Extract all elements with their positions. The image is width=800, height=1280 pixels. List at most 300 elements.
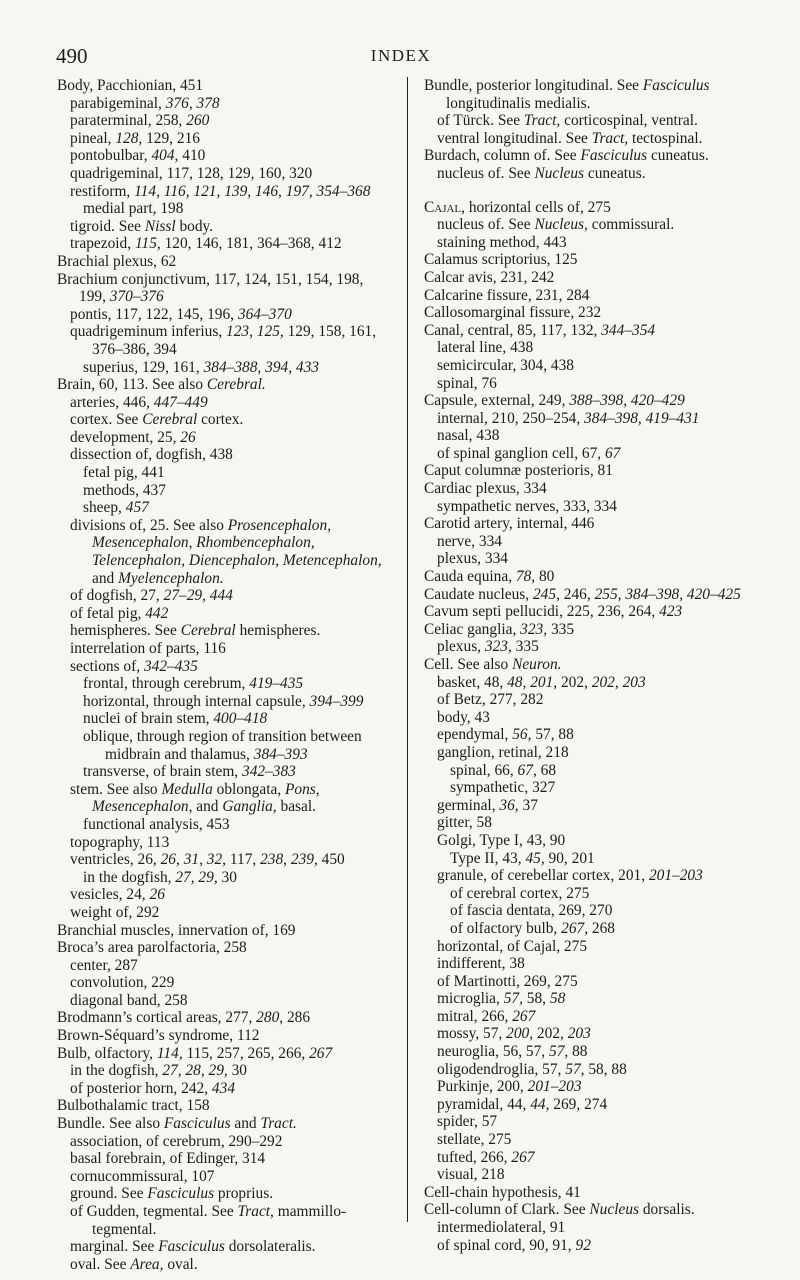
index-entry bbox=[424, 1131, 759, 1149]
index-entry bbox=[424, 112, 759, 130]
entry-text: transverse, of brain stem, bbox=[83, 763, 242, 781]
entry-tail: 450 bbox=[317, 851, 345, 869]
entry-tail: 58, 88 bbox=[584, 1060, 627, 1078]
entry-text: Caput columnæ posterioris, 81 bbox=[424, 462, 613, 480]
entry-text: horizontal, through internal capsule, bbox=[83, 692, 310, 710]
index-entry bbox=[424, 462, 759, 480]
entry-italic: Fasciculus bbox=[158, 1238, 225, 1256]
index-entry bbox=[424, 1008, 759, 1026]
entry-tail: oval. bbox=[163, 1255, 198, 1273]
index-entry bbox=[57, 922, 393, 940]
entry-text: oblique, through region of transition between midbrain and thalamus, bbox=[83, 727, 362, 763]
index-entry bbox=[424, 586, 759, 604]
index-entry bbox=[57, 411, 393, 429]
entry-text: hemispheres. See bbox=[70, 622, 181, 640]
entry-tail: 335 bbox=[511, 638, 539, 656]
entry-italic: Pons, Mesencephalon, bbox=[92, 780, 320, 816]
index-entry bbox=[57, 482, 393, 500]
entry-text: of spinal cord, 90, 91, bbox=[437, 1236, 576, 1254]
entry-text: of fascia dentata, 269, 270 bbox=[450, 902, 613, 920]
index-entry bbox=[424, 1237, 759, 1255]
index-entry bbox=[424, 814, 759, 832]
entry-tail: 335 bbox=[547, 620, 575, 638]
entry-text: Calcarine fissure, 231, 284 bbox=[424, 286, 590, 304]
entry-text: mossy, 57, bbox=[437, 1025, 507, 1043]
index-entry bbox=[57, 253, 393, 271]
entry-italic: 57, bbox=[503, 990, 523, 1008]
index-entry bbox=[424, 1201, 759, 1219]
index-entry bbox=[57, 869, 393, 887]
index-entry bbox=[57, 1185, 393, 1203]
entry-tail: basal. bbox=[276, 798, 316, 816]
entry-italic: Tract, bbox=[591, 129, 629, 147]
section-gap bbox=[424, 183, 759, 199]
page-number: 490 bbox=[56, 44, 88, 68]
entry-tail: 116, 121, 139, 146, 197, 354–368 bbox=[159, 182, 371, 200]
entry-italic: 57, bbox=[565, 1060, 585, 1078]
entry-tail: and bbox=[230, 1115, 261, 1133]
entry-italic: 388–398, 420–429 bbox=[569, 392, 685, 410]
index-entry bbox=[424, 1025, 759, 1043]
index-entry bbox=[424, 130, 759, 148]
entry-italic: Medulla bbox=[161, 780, 213, 798]
entry-italic: 67, bbox=[517, 761, 537, 779]
entry-tail: mammillo-tegmental. bbox=[92, 1203, 347, 1238]
page-title: INDEX bbox=[370, 46, 432, 65]
entry-text: of Martinotti, 269, 275 bbox=[437, 972, 578, 990]
index-entry bbox=[57, 1027, 393, 1045]
entry-text: Bundle, posterior longitudinal. See bbox=[424, 77, 643, 94]
entry-italic: Fasciculus bbox=[580, 147, 648, 165]
entry-italic: 45, bbox=[525, 849, 545, 867]
entry-text: nucleus of. See bbox=[437, 216, 535, 234]
entry-text: in the dogfish, bbox=[70, 1062, 163, 1080]
index-entry bbox=[424, 1113, 759, 1131]
index-entry bbox=[424, 427, 759, 445]
entry-text: diagonal band, 258 bbox=[70, 991, 188, 1009]
entry-italic: 202, 203 bbox=[591, 673, 646, 691]
entry-text: pontobulbar, bbox=[70, 147, 152, 165]
entry-italic: 26, 31, 32, bbox=[160, 851, 227, 869]
entry-text: tufted, 266, bbox=[437, 1148, 512, 1166]
entry-tail: 120, 146, 181, 364–368, 412 bbox=[160, 235, 342, 253]
entry-text: Burdach, column of. See bbox=[424, 147, 581, 165]
entry-tail: 202, bbox=[557, 673, 592, 691]
index-entry bbox=[57, 464, 393, 482]
index-entry bbox=[57, 1115, 393, 1133]
entry-text: ependymal, bbox=[437, 726, 513, 744]
entry-italic: 442 bbox=[145, 604, 169, 622]
page-header bbox=[56, 44, 746, 74]
entry-text: horizontal, of Cajal, 275 bbox=[437, 937, 588, 955]
index-entry bbox=[57, 200, 393, 218]
entry-text: nucleus of. See bbox=[437, 164, 535, 182]
index-entry bbox=[57, 112, 393, 130]
entry-text: pontis, 117, 122, 145, 196, bbox=[70, 305, 238, 323]
entry-text: nerve, 334 bbox=[437, 532, 502, 550]
entry-italic: Nucleus bbox=[589, 1201, 640, 1219]
entry-text: Callosomarginal fissure, 232 bbox=[424, 304, 602, 322]
entry-tail: 30 bbox=[227, 1062, 248, 1080]
index-entry bbox=[424, 304, 759, 322]
entry-italic: 115, bbox=[134, 235, 161, 253]
entry-italic: 44, bbox=[530, 1095, 550, 1113]
index-entry bbox=[57, 658, 393, 676]
index-entry bbox=[57, 710, 393, 728]
index-entry bbox=[57, 1080, 393, 1098]
entry-text: tigroid. See bbox=[70, 217, 145, 235]
entry-text: superius, 129, 161, bbox=[83, 358, 204, 376]
index-entry bbox=[424, 744, 759, 762]
entry-text: horizontal cells of, 275 bbox=[465, 198, 611, 216]
index-entry bbox=[424, 322, 759, 340]
entry-text: gitter, 58 bbox=[437, 814, 492, 832]
entry-italic: Cerebral bbox=[142, 411, 198, 429]
entry-tail: dorsalis. bbox=[639, 1201, 695, 1219]
entry-text: ganglion, retinal, 218 bbox=[437, 743, 569, 761]
entry-tail: cuneatus. bbox=[584, 164, 646, 182]
index-entry bbox=[424, 410, 759, 428]
index-entry bbox=[424, 445, 759, 463]
entry-text: pyramidal, 44, bbox=[437, 1095, 531, 1113]
index-entry bbox=[57, 1150, 393, 1168]
index-entry bbox=[424, 498, 759, 516]
entry-tail: body. bbox=[175, 217, 214, 235]
entry-text: parabigeminal, bbox=[70, 94, 166, 112]
entry-italic: 447–449 bbox=[153, 393, 208, 411]
entry-text: granule, of cerebellar cortex, 201, bbox=[437, 867, 649, 885]
entry-text: cornucommissural, 107 bbox=[70, 1167, 215, 1185]
entry-text: interrelation of parts, 116 bbox=[70, 640, 226, 657]
entry-text: spinal, 76 bbox=[437, 374, 497, 392]
index-entry bbox=[57, 1256, 393, 1274]
entry-text: Caudate nucleus, bbox=[424, 585, 533, 603]
column-divider bbox=[407, 77, 408, 1222]
entry-text: of Betz, 277, 282 bbox=[437, 691, 544, 709]
entry-text: Branchial muscles, innervation of, 169 bbox=[57, 921, 296, 939]
entry-text: medial part, 198 bbox=[83, 200, 184, 218]
entry-text: Brown-Séquard’s syndrome, 112 bbox=[57, 1027, 260, 1045]
entry-text: Canal, central, 85, 117, 132, bbox=[424, 321, 602, 339]
index-entry bbox=[424, 973, 759, 991]
entry-italic: 260 bbox=[186, 112, 210, 130]
entry-italic: 114, bbox=[134, 182, 160, 200]
entry-italic: 280, bbox=[256, 1009, 284, 1027]
entry-text: quadrigeminum inferius, bbox=[70, 323, 227, 341]
entry-italic: 344–354 bbox=[601, 321, 656, 339]
entry-italic: 26 bbox=[180, 428, 196, 446]
entry-text: Broca’s area parolfactoria, 258 bbox=[57, 939, 247, 957]
index-entry bbox=[424, 165, 759, 183]
entry-text: of fetal pig, bbox=[70, 604, 146, 622]
index-entry bbox=[57, 675, 393, 693]
index-entry bbox=[424, 533, 759, 551]
entry-tail: corticospinal, ventral. bbox=[560, 112, 698, 130]
index-entry bbox=[424, 339, 759, 357]
entry-text: nuclei of brain stem, bbox=[83, 710, 214, 728]
entry-italic: 384–388, 394, 433 bbox=[203, 358, 319, 376]
index-entry bbox=[57, 1062, 393, 1080]
entry-text: Cell. See also bbox=[424, 656, 513, 673]
index-entry bbox=[424, 287, 759, 305]
entry-tail: and bbox=[192, 798, 223, 816]
entry-text: plexus, bbox=[437, 638, 485, 656]
entry-italic: 364–370 bbox=[237, 305, 292, 323]
entry-italic: Ganglia, bbox=[222, 798, 277, 816]
entry-text: germinal, bbox=[437, 796, 500, 814]
entry-text: internal, 210, 250–254, bbox=[437, 409, 585, 427]
entry-italic: Area, bbox=[130, 1255, 164, 1273]
entry-text: semicircular, 304, 438 bbox=[437, 356, 575, 374]
index-entry bbox=[57, 1009, 393, 1027]
entry-italic: Cerebral bbox=[180, 622, 236, 640]
entry-tail: 80 bbox=[535, 568, 555, 586]
entry-text: nasal, 438 bbox=[437, 427, 500, 445]
entry-italic: 201–203 bbox=[648, 867, 703, 885]
entry-text: Cauda equina, bbox=[424, 568, 516, 586]
index-entry bbox=[424, 603, 759, 621]
index-entry bbox=[424, 269, 759, 287]
entry-tail: 410 bbox=[178, 147, 206, 165]
entry-italic: 370–376 bbox=[109, 288, 164, 306]
entry-tail: cuneatus. bbox=[647, 147, 709, 165]
entry-italic: 323, bbox=[484, 638, 512, 656]
index-entry bbox=[424, 762, 759, 780]
index-entry bbox=[424, 691, 759, 709]
entry-text: Bundle. See also bbox=[57, 1115, 164, 1133]
entry-italic: 67 bbox=[604, 444, 621, 462]
entry-text: Cell-chain hypothesis, 41 bbox=[424, 1183, 581, 1201]
entry-text: mitral, 266, bbox=[437, 1007, 513, 1025]
entry-italic: 384–398, 419–431 bbox=[584, 409, 700, 427]
index-entry bbox=[424, 251, 759, 269]
entry-text: indifferent, 38 bbox=[437, 955, 525, 973]
entry-italic: 58 bbox=[549, 990, 566, 1008]
entry-italic: 27–29, 444 bbox=[163, 587, 233, 605]
entry-text: divisions of, 25. See also bbox=[70, 516, 228, 534]
entry-text: functional analysis, 453 bbox=[83, 815, 230, 833]
entry-text: plexus, 334 bbox=[437, 550, 508, 568]
entry-tail: 37 bbox=[518, 796, 538, 814]
entry-text: topography, 113 bbox=[70, 833, 170, 851]
entry-italic: 203 bbox=[567, 1025, 591, 1043]
entry-text: oval. See bbox=[70, 1255, 131, 1273]
entry-text: arteries, 446, bbox=[70, 393, 154, 411]
entry-italic: 27, 28, 29, bbox=[162, 1062, 228, 1080]
index-entry bbox=[424, 938, 759, 956]
entry-text: microglia, bbox=[437, 990, 504, 1008]
entry-italic: 394–399 bbox=[309, 692, 364, 710]
entry-text: trapezoid, bbox=[70, 235, 135, 253]
index-entry bbox=[57, 781, 393, 816]
index-entry bbox=[57, 974, 393, 992]
entry-text: ventricles, 26, bbox=[70, 851, 161, 869]
entry-text: spinal, 66, bbox=[450, 761, 518, 779]
entry-italic: Tract, bbox=[237, 1203, 274, 1220]
entry-text: methods, 437 bbox=[83, 481, 166, 499]
index-entry bbox=[57, 851, 393, 869]
entry-italic: 400–418 bbox=[213, 710, 268, 728]
index-entry bbox=[57, 1203, 393, 1238]
entry-tail: tectospinal. bbox=[628, 129, 703, 147]
entry-text: Celiac ganglia, bbox=[424, 620, 521, 638]
index-entry bbox=[424, 656, 759, 674]
entry-tail: 115, 257, 265, 266, bbox=[182, 1044, 310, 1062]
entry-tail: oblongata, bbox=[212, 780, 286, 798]
entry-text: restiform, bbox=[70, 182, 135, 200]
entry-text: Brachium conjunctivum, 117, 124, 151, 154, 198, 199, bbox=[57, 270, 364, 306]
entry-text: sympathetic, 327 bbox=[450, 779, 556, 797]
index-entry bbox=[424, 550, 759, 568]
entry-italic: Fasciculus bbox=[163, 1115, 231, 1133]
index-entry bbox=[57, 640, 393, 658]
index-entry bbox=[57, 939, 393, 957]
index-entry bbox=[57, 605, 393, 623]
index-entry bbox=[424, 709, 759, 727]
entry-italic: 267, bbox=[561, 919, 589, 937]
index-entry bbox=[424, 375, 759, 393]
index-entry bbox=[57, 271, 393, 306]
entry-text: association, of cerebrum, 290–292 bbox=[70, 1132, 283, 1150]
index-entry bbox=[57, 394, 393, 412]
index-entry bbox=[57, 904, 393, 922]
entry-italic: 201–203 bbox=[527, 1078, 582, 1096]
index-entry bbox=[424, 779, 759, 797]
index-entry bbox=[424, 1166, 759, 1184]
entry-italic: Neuron. bbox=[512, 656, 562, 673]
entry-italic: 56, bbox=[512, 726, 532, 744]
index-entry bbox=[57, 130, 393, 148]
entry-text: of Gudden, tegmental. See bbox=[70, 1203, 238, 1220]
entry-text: development, 25, bbox=[70, 428, 181, 446]
entry-text: vesicles, 24, bbox=[70, 886, 150, 904]
entry-text: stellate, 275 bbox=[437, 1131, 512, 1149]
entry-text: sections of, bbox=[70, 657, 144, 675]
index-entry bbox=[57, 728, 393, 763]
entry-text: visual, 218 bbox=[437, 1166, 505, 1184]
entry-italic: 78, bbox=[515, 568, 536, 586]
entry-text: Brachial plexus, 62 bbox=[57, 252, 177, 270]
index-entry bbox=[57, 499, 393, 517]
index-entry bbox=[424, 1078, 759, 1096]
entry-text: stem. See also bbox=[70, 780, 162, 798]
index-entry bbox=[57, 95, 393, 113]
entry-text: spider, 57 bbox=[437, 1113, 498, 1131]
index-entry bbox=[424, 1061, 759, 1079]
entry-tail: and bbox=[92, 569, 119, 587]
index-entry bbox=[57, 957, 393, 975]
index-entry bbox=[424, 726, 759, 744]
entry-italic: 434 bbox=[211, 1079, 236, 1097]
entry-text: Golgi, Type I, 43, 90 bbox=[437, 831, 566, 849]
entry-text: oligodendroglia, 57, bbox=[437, 1060, 566, 1078]
entry-text: of spinal ganglion cell, 67, bbox=[437, 444, 605, 462]
entry-text: paraterminal, 258, bbox=[70, 112, 187, 130]
entry-text: marginal. See bbox=[70, 1238, 159, 1256]
entry-text: center, 287 bbox=[70, 956, 138, 974]
index-entry bbox=[424, 1043, 759, 1061]
entry-text: convolution, 229 bbox=[70, 974, 175, 992]
entry-text: basket, 48, bbox=[437, 673, 508, 691]
entry-italic: Prosencephalon, Mesencephalon, Rhombencephalon, Telencephalon, Diencephalon, Metencephalon, bbox=[92, 516, 382, 570]
entry-tail: 269, 274 bbox=[549, 1095, 608, 1113]
entry-italic: 267 bbox=[309, 1044, 333, 1062]
index-entry bbox=[424, 234, 759, 252]
entry-tail: dorsolateralis. bbox=[224, 1238, 316, 1256]
entry-italic: 323, bbox=[520, 620, 548, 638]
index-entry bbox=[424, 1219, 759, 1237]
entry-italic: 27, 29, bbox=[175, 868, 218, 886]
entry-italic: 267 bbox=[511, 1148, 535, 1166]
index-entry bbox=[57, 376, 393, 394]
index-entry bbox=[424, 902, 759, 920]
entry-text: in the dogfish, bbox=[83, 868, 176, 886]
entry-tail: 129, 158, 161, 376–386, 394 bbox=[92, 323, 377, 358]
entry-italic: Cerebral. bbox=[206, 376, 266, 394]
entry-text: of Türck. See bbox=[437, 112, 524, 130]
entry-text: Calamus scriptorius, 125 bbox=[424, 251, 578, 269]
entry-tail: hemispheres. bbox=[235, 622, 321, 640]
entry-text: ventral longitudinal. See bbox=[437, 129, 592, 147]
entry-italic: 92 bbox=[575, 1236, 591, 1254]
index-entry bbox=[424, 216, 759, 234]
entry-text: sympathetic nerves, 333, 334 bbox=[437, 497, 617, 515]
index-entry bbox=[424, 392, 759, 410]
entry-text: ground. See bbox=[70, 1185, 148, 1203]
entry-tail: longitudinalis medialis. bbox=[446, 94, 591, 112]
index-entry bbox=[57, 992, 393, 1010]
entry-text: Cardiac plexus, 334 bbox=[424, 480, 547, 498]
entry-italic: 114, bbox=[156, 1044, 183, 1062]
index-entry bbox=[424, 920, 759, 938]
entry-italic: 404, bbox=[151, 147, 179, 165]
entry-italic: 419–435 bbox=[249, 675, 304, 693]
index-entry bbox=[424, 850, 759, 868]
entry-text: Calcar avis, 231, 242 bbox=[424, 268, 555, 286]
index-entry bbox=[424, 885, 759, 903]
entry-italic: 267 bbox=[512, 1007, 536, 1025]
index-entry bbox=[57, 517, 393, 587]
entry-text: sheep, bbox=[83, 499, 126, 517]
index-entry bbox=[57, 1238, 393, 1256]
entry-text: of olfactory bulb, bbox=[450, 919, 562, 937]
entry-text: fetal pig, 441 bbox=[83, 464, 165, 482]
index-entry bbox=[57, 77, 393, 95]
entry-tail: 58, bbox=[522, 990, 550, 1008]
entry-text: of dogfish, 27, bbox=[70, 587, 164, 605]
entry-italic: Nucleus, bbox=[534, 216, 588, 234]
entry-tail: 286 bbox=[283, 1009, 311, 1027]
entry-text: of posterior horn, 242, bbox=[70, 1079, 212, 1097]
entry-italic: 36, bbox=[499, 796, 519, 814]
entry-tail: 88 bbox=[568, 1043, 588, 1061]
index-entry bbox=[424, 621, 759, 639]
index-entry bbox=[424, 199, 759, 217]
index-entry bbox=[424, 568, 759, 586]
entry-smallcaps: Cajal, bbox=[424, 198, 466, 216]
index-entry bbox=[57, 429, 393, 447]
entry-text: body, 43 bbox=[437, 708, 490, 726]
index-entry bbox=[424, 797, 759, 815]
index-entry bbox=[57, 693, 393, 711]
index-entry bbox=[57, 1133, 393, 1151]
entry-text: weight of, 292 bbox=[70, 903, 160, 921]
index-entry bbox=[57, 834, 393, 852]
index-entry bbox=[424, 357, 759, 375]
entry-text: Body, Pacchionian, 451 bbox=[57, 77, 204, 94]
entry-tail: 202, bbox=[533, 1025, 568, 1043]
index-entry bbox=[424, 515, 759, 533]
